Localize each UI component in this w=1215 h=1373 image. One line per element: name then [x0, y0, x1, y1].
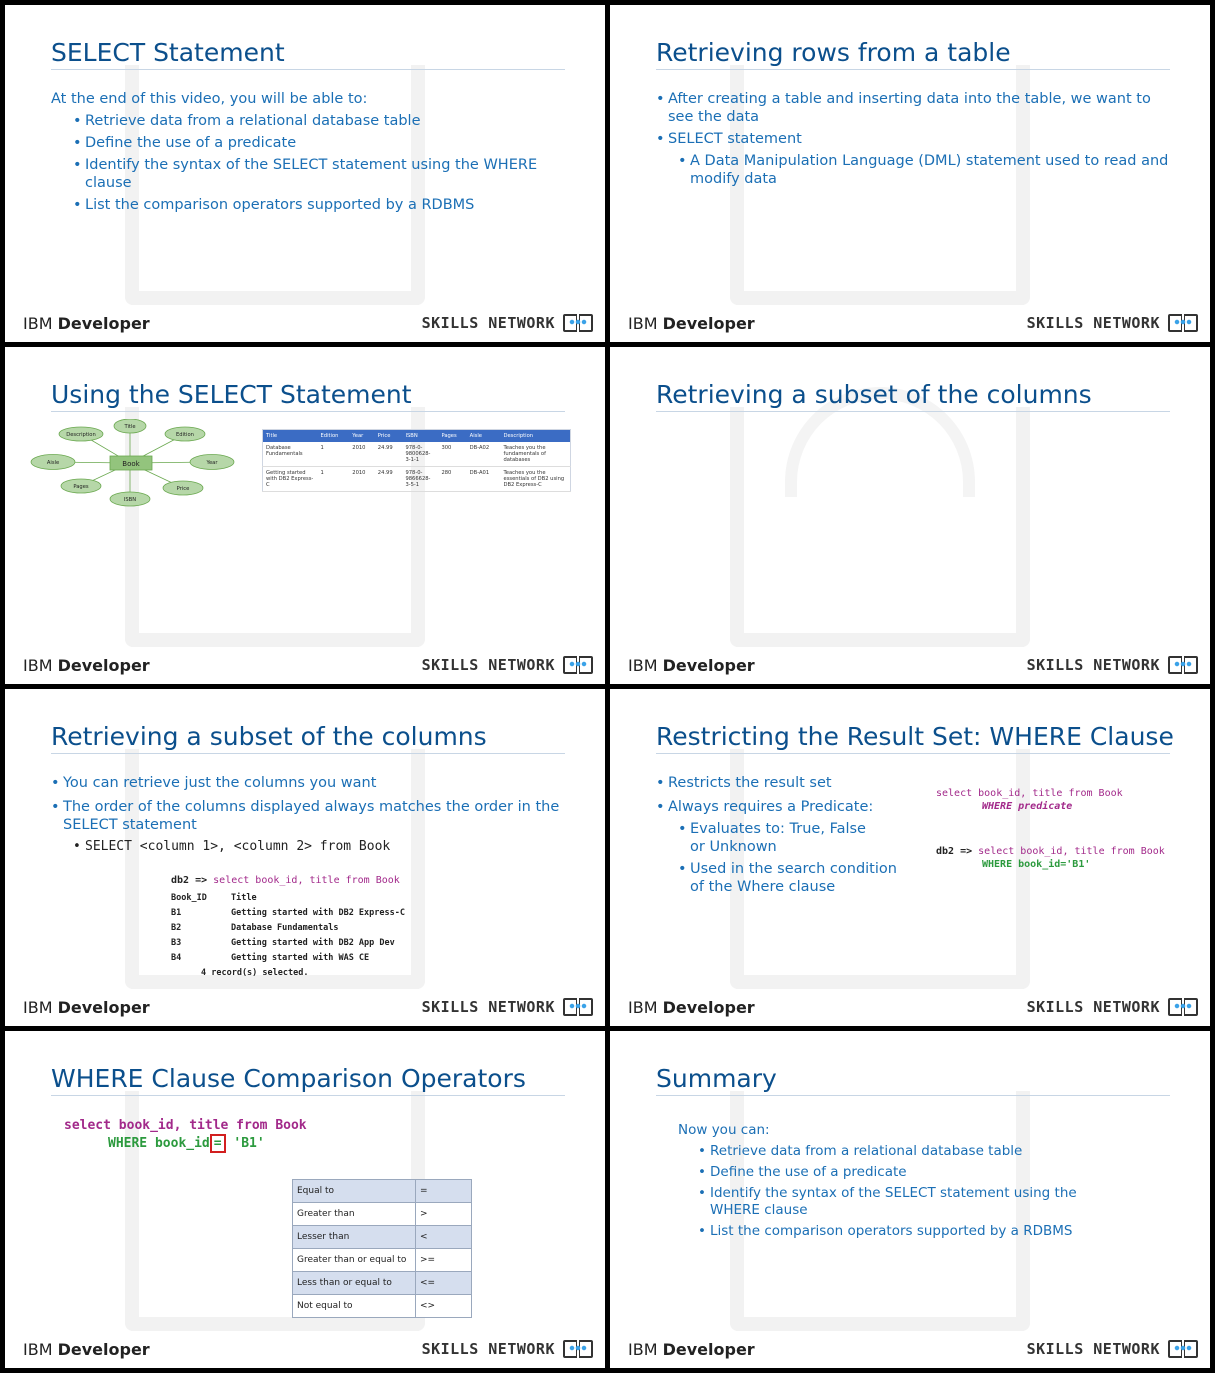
ibm-developer-logo: IBM Developer: [23, 314, 150, 333]
column-header: Description: [501, 430, 571, 443]
er-attr-label: Title: [124, 424, 136, 430]
bullet-item: • List the comparison operators supported by a RDBMS: [698, 1223, 1118, 1240]
book-icon: [1168, 998, 1198, 1016]
column-header: Title: [263, 430, 318, 443]
book-icon: [563, 314, 593, 332]
table-row: [293, 1272, 472, 1295]
slide-title: SELECT Statement: [51, 38, 285, 67]
book-icon: [1168, 1340, 1198, 1358]
operator-symbol: <: [416, 1226, 472, 1249]
query-text: select book_id, title from Book: [213, 875, 400, 886]
code-operator-box: =: [210, 1134, 226, 1153]
title-rule: [656, 1095, 1170, 1096]
skills-network-logo: SKILLS NETWORK: [1027, 314, 1198, 332]
table-cell: Getting started with DB2 Express-C: [263, 467, 318, 492]
table-row: [293, 1295, 472, 1318]
bullet-item: • The order of the columns displayed always matches the order in the SELECT statement: [51, 798, 561, 834]
operator-name: Greater than or equal to: [293, 1249, 416, 1272]
bullet-list: [51, 112, 566, 214]
table-row: [263, 442, 571, 467]
sub-bullet-list: [656, 152, 1171, 188]
er-attr-label: Pages: [73, 484, 89, 490]
table-cell: 978-0-9800628-3-1-1: [402, 442, 438, 467]
code-keyword: WHERE: [982, 801, 1013, 812]
bullet-list: [678, 1143, 1118, 1240]
sub-bullet-list: [51, 838, 561, 856]
title-rule: [51, 1095, 565, 1096]
slide-title: Using the SELECT Statement: [51, 380, 412, 409]
er-attr-label: ISBN: [123, 497, 137, 503]
slide-5[interactable]: [5, 689, 605, 1026]
code-block: [64, 1117, 307, 1153]
table-cell: 280: [438, 467, 466, 492]
table-cell: 24.99: [375, 442, 403, 467]
table-cell: 300: [438, 442, 466, 467]
table-row: B3 Getting started with DB2 App Dev: [171, 938, 395, 948]
slide-title: Summary: [656, 1064, 777, 1093]
er-attr-label: Aisle: [46, 460, 60, 466]
skills-network-logo: SKILLS NETWORK: [422, 314, 593, 332]
query-result: [171, 873, 405, 981]
title-rule: [51, 411, 565, 412]
bullet-item: • Retrieve data from a relational database table: [73, 112, 566, 130]
operators-table: [292, 1179, 472, 1318]
book-icon: [563, 656, 593, 674]
slide-content: [51, 774, 561, 860]
code-line: select book_id, title from Book: [936, 788, 1123, 799]
slide-2[interactable]: [610, 5, 1210, 342]
slide-title: Retrieving rows from a table: [656, 38, 1011, 67]
sub-list-wrap: [656, 152, 1171, 188]
slide-1[interactable]: [5, 5, 605, 342]
book-icon: [563, 998, 593, 1016]
bullet-item: • Restricts the result set: [656, 774, 916, 792]
slide-content: [51, 90, 566, 218]
bullet-item: • After creating a table and inserting data into the table, we want to see the data: [656, 90, 1171, 126]
db2-prompt: db2 =>: [936, 846, 973, 857]
bullet-item: • Retrieve data from a relational database table: [698, 1143, 1118, 1160]
operator-symbol: <=: [416, 1272, 472, 1295]
title-rule: [51, 69, 565, 70]
skills-network-logo: SKILLS NETWORK: [422, 656, 593, 674]
intro-text: Now you can:: [678, 1122, 770, 1138]
slide-7[interactable]: [5, 1031, 605, 1368]
table-row: [263, 467, 571, 492]
table-row: B2 Database Fundamentals: [171, 923, 339, 933]
ibm-developer-logo: IBM Developer: [23, 656, 150, 675]
column-header: ISBN: [402, 430, 438, 443]
bullet-item: • SELECT statement: [656, 130, 1171, 148]
operator-symbol: >: [416, 1203, 472, 1226]
ibm-developer-logo: IBM Developer: [628, 1340, 755, 1359]
table-cell: 24.99: [375, 467, 403, 492]
slide-content: [678, 1122, 1118, 1244]
bullet-item: • Always requires a Predicate:: [656, 798, 916, 816]
operator-name: Equal to: [293, 1180, 416, 1203]
sub-bullet-item: • A Data Manipulation Language (DML) statement used to read and modify data: [678, 152, 1171, 188]
book-icon: [1168, 656, 1198, 674]
slide-content: [656, 774, 916, 900]
code-block-predicate: [936, 787, 1123, 813]
title-rule: [656, 753, 1170, 754]
table-cell: 1: [318, 467, 350, 492]
syntax-item: • SELECT <column 1>, <column 2> from Book: [73, 838, 561, 856]
operator-name: Greater than: [293, 1203, 416, 1226]
table-cell: Teaches you the essentials of DB2 using DB2 Express-C: [501, 467, 571, 492]
er-attr-label: Edition: [176, 432, 194, 438]
sub-bullet-item: • Used in the search condition of the Where clause: [678, 860, 898, 896]
slide-4[interactable]: [610, 347, 1210, 684]
table-cell: DB-A02: [467, 442, 501, 467]
bullet-item: • Identify the syntax of the SELECT statement using the WHERE clause: [73, 156, 566, 192]
er-diagram-svg: [25, 419, 245, 519]
column-header: Aisle: [467, 430, 501, 443]
er-attr-label: Description: [66, 432, 96, 438]
skills-network-logo: SKILLS NETWORK: [422, 998, 593, 1016]
bullet-item: • Identify the syntax of the SELECT statement using the WHERE clause: [698, 1185, 1118, 1219]
bullet-item: • List the comparison operators supported by a RDBMS: [73, 196, 566, 214]
table-cell: 2010: [349, 442, 374, 467]
er-diagram: [25, 419, 245, 519]
bullet-list: [51, 774, 561, 834]
bullet-item: • Define the use of a predicate: [698, 1164, 1118, 1181]
table-header-row: [263, 430, 571, 443]
title-rule: [656, 69, 1170, 70]
result-header-row: Book_ID Title: [171, 893, 257, 903]
code-line: select book_id, title from Book: [64, 1118, 307, 1133]
bullet-item: • You can retrieve just the columns you want: [51, 774, 561, 792]
sub-bullet-item: • Evaluates to: True, False or Unknown: [678, 820, 878, 856]
code-block-example: [936, 845, 1165, 871]
skills-network-logo: SKILLS NETWORK: [1027, 656, 1198, 674]
slide-title: WHERE Clause Comparison Operators: [51, 1064, 526, 1093]
table-cell: DB-A01: [467, 467, 501, 492]
slide-content: [656, 90, 1171, 192]
ibm-developer-logo: IBM Developer: [23, 998, 150, 1017]
bullet-item: • Define the use of a predicate: [73, 134, 566, 152]
table-cell: Teaches you the fundamentals of databases: [501, 442, 571, 467]
operator-symbol: =: [416, 1180, 472, 1203]
db2-prompt: db2 =>: [171, 875, 208, 886]
code-line: select book_id, title from Book: [978, 846, 1165, 857]
operator-symbol: >=: [416, 1249, 472, 1272]
operator-name: Lesser than: [293, 1226, 416, 1249]
ibm-developer-logo: IBM Developer: [628, 314, 755, 333]
code-predicate: predicate: [1018, 801, 1073, 812]
table-cell: 978-0-9866628-3-5-1: [402, 467, 438, 492]
slide-8[interactable]: [610, 1031, 1210, 1368]
title-rule: [656, 411, 1170, 412]
table-cell: 2010: [349, 467, 374, 492]
column-header: Edition: [318, 430, 350, 443]
column-header: Pages: [438, 430, 466, 443]
title-rule: [51, 753, 565, 754]
table-row: B4 Getting started with WAS CE: [171, 953, 370, 963]
result-footer: 4 record(s) selected.: [201, 968, 309, 978]
skills-network-logo: SKILLS NETWORK: [422, 1340, 593, 1358]
skills-network-logo: SKILLS NETWORK: [1027, 1340, 1198, 1358]
code-line: WHERE book_id='B1': [982, 859, 1091, 870]
book-table: [262, 429, 571, 492]
ibm-developer-logo: IBM Developer: [628, 656, 755, 675]
slide-3[interactable]: [5, 347, 605, 684]
ibm-developer-logo: IBM Developer: [628, 998, 755, 1017]
operator-name: Not equal to: [293, 1295, 416, 1318]
sub-bullet-list: [656, 820, 916, 896]
code-value: 'B1': [233, 1136, 265, 1151]
er-entity-label: Book: [122, 460, 140, 468]
code-keyword: WHERE book_id: [108, 1136, 210, 1151]
skills-network-logo: SKILLS NETWORK: [1027, 998, 1198, 1016]
er-attr-label: Price: [176, 486, 190, 492]
ibm-developer-logo: IBM Developer: [23, 1340, 150, 1359]
table-row: [293, 1249, 472, 1272]
slide-grid: [5, 5, 1210, 1368]
intro-text: At the end of this video, you will be able to:: [51, 91, 368, 107]
column-header: Price: [375, 430, 403, 443]
bullet-list: [656, 774, 916, 816]
bullet-list: [656, 90, 1171, 188]
slide-title: Restricting the Result Set: WHERE Clause: [656, 722, 1174, 751]
slide-title: Retrieving a subset of the columns: [51, 722, 487, 751]
table-cell: 1: [318, 442, 350, 467]
operator-symbol: <>: [416, 1295, 472, 1318]
table-row: B1 Getting started with DB2 Express-C: [171, 908, 405, 918]
column-header: Year: [349, 430, 374, 443]
er-attr-label: Year: [206, 460, 218, 466]
table-row: [293, 1180, 472, 1203]
table-row: [293, 1226, 472, 1249]
table-cell: Database Fundamentals: [263, 442, 318, 467]
book-icon: [1168, 314, 1198, 332]
book-icon: [563, 1340, 593, 1358]
table-row: [293, 1203, 472, 1226]
slide-6[interactable]: [610, 689, 1210, 1026]
operator-name: Less than or equal to: [293, 1272, 416, 1295]
slide-title: Retrieving a subset of the columns: [656, 380, 1092, 409]
